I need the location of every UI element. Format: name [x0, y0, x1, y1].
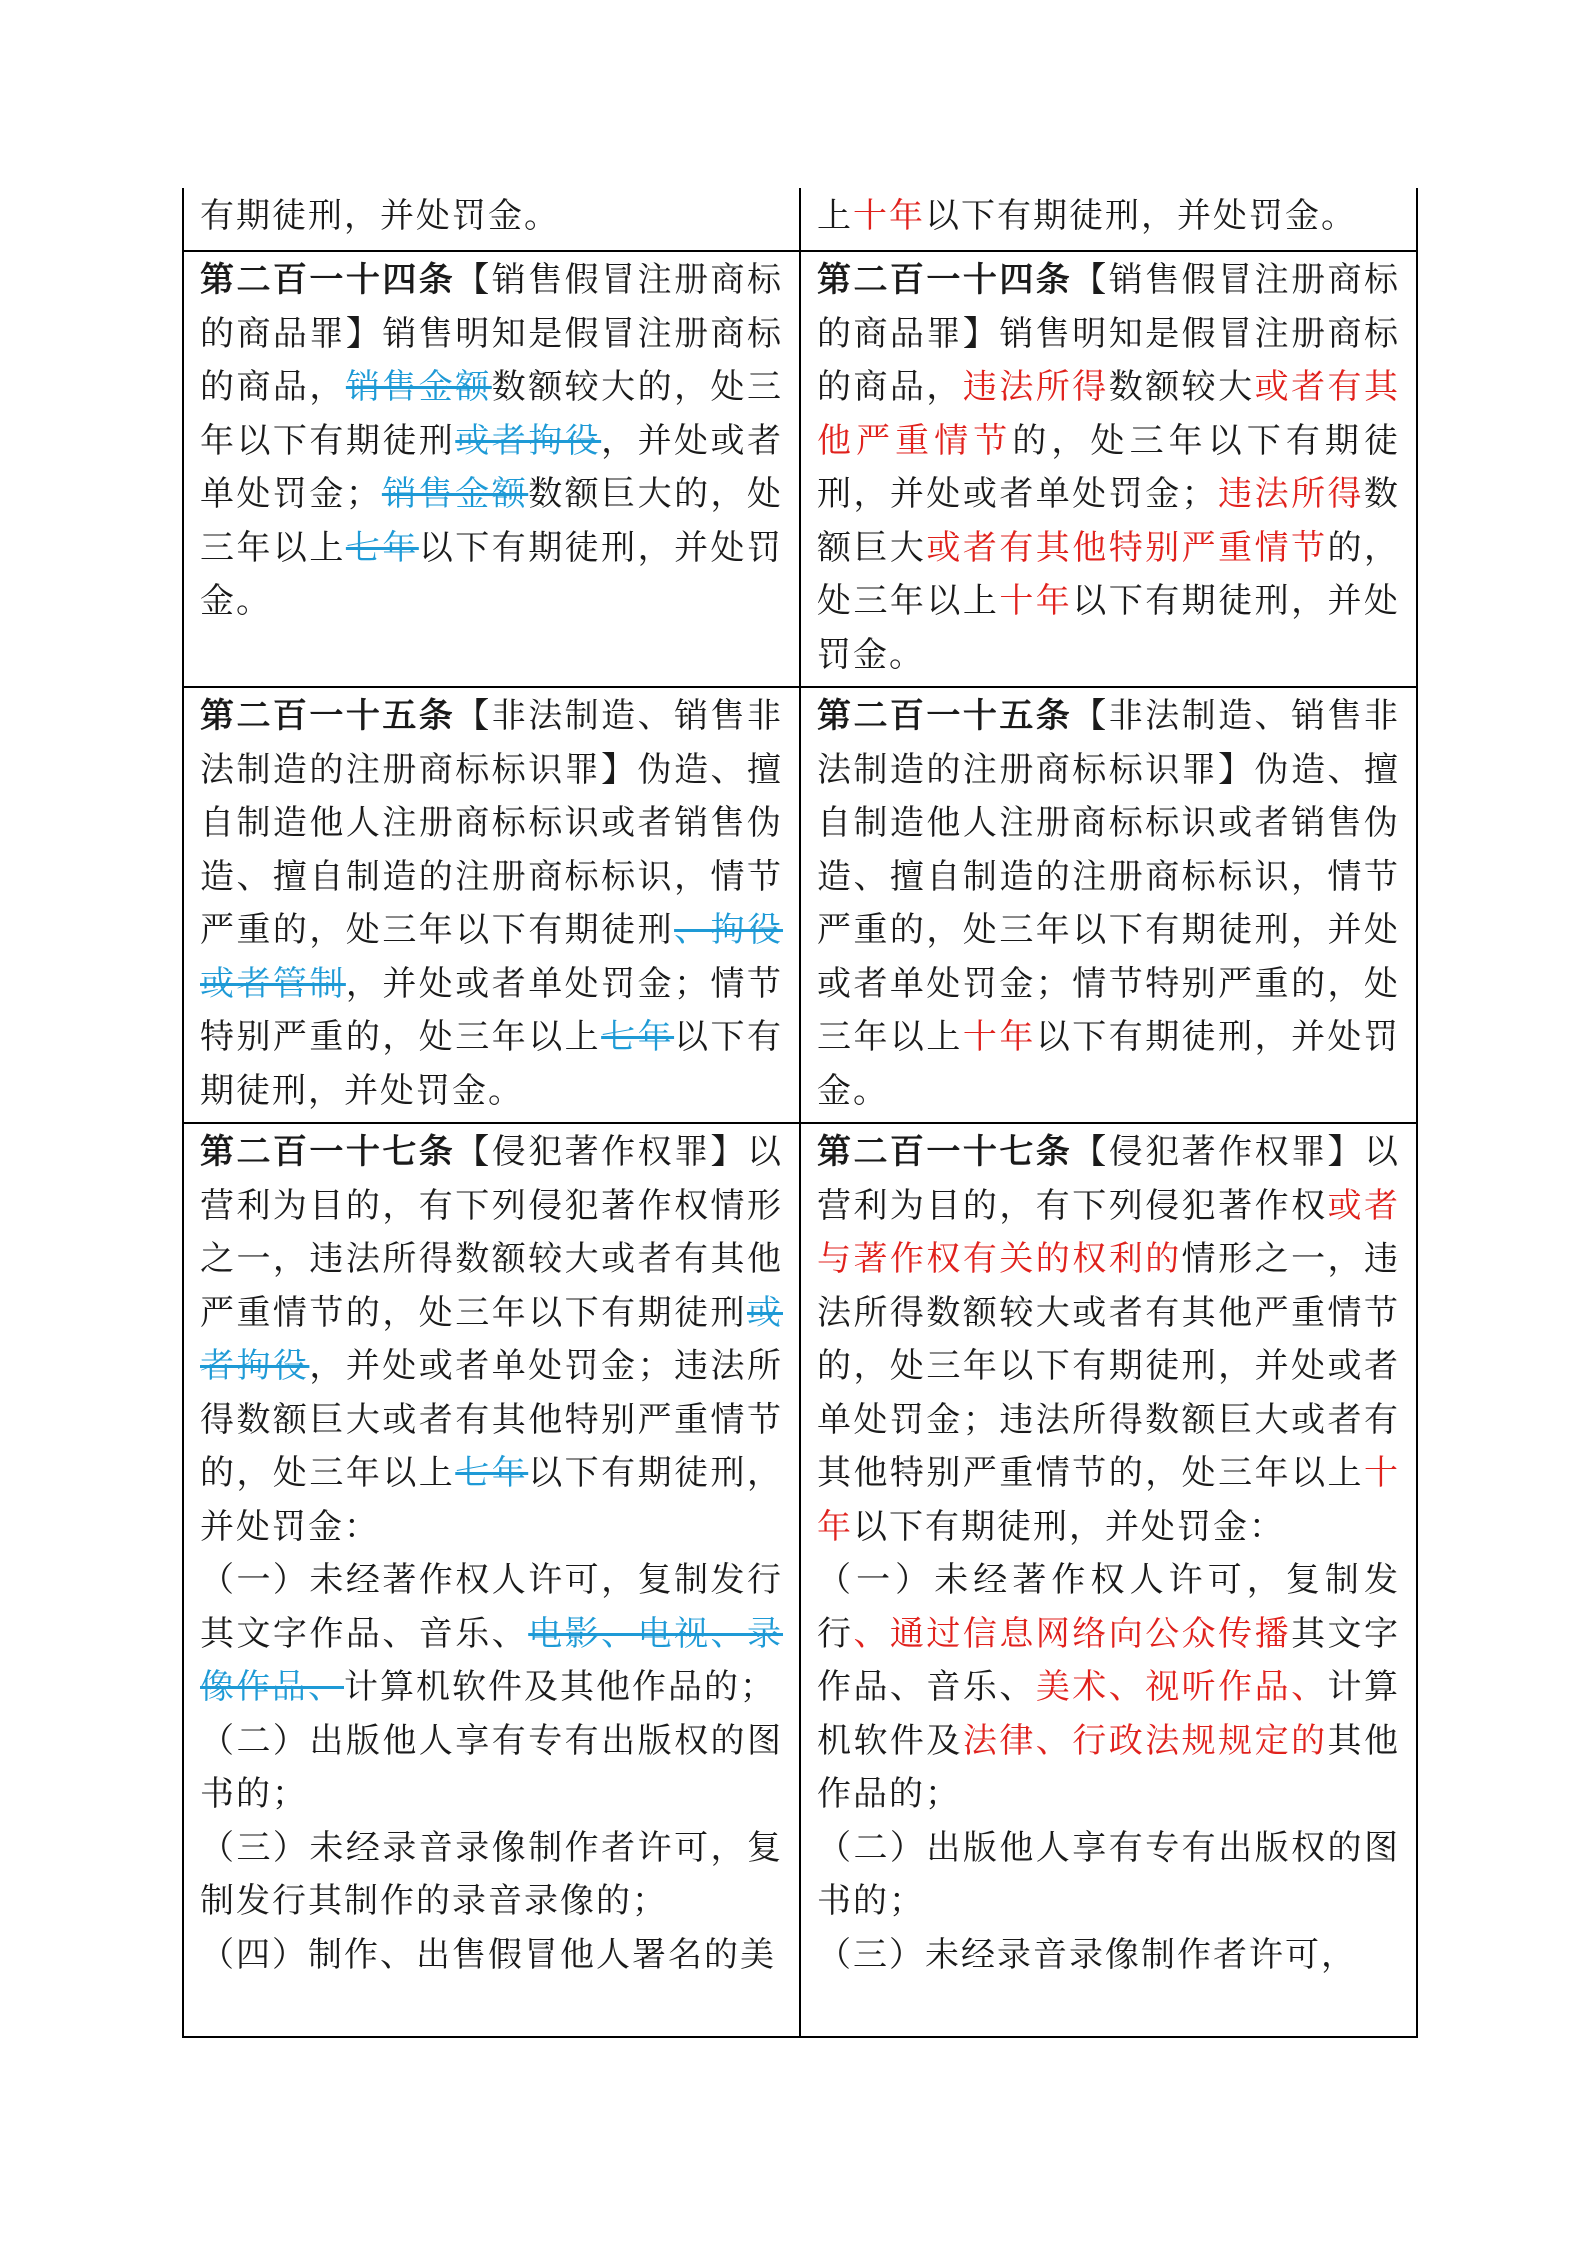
- text-run: 计算机软件及: [817, 1667, 1401, 1761]
- text-run: 【非法制造、销售非法制造的注册商标标识罪】伪造、擅自制造他人注册商标标识或者销售伪造、擅自制造的注册商标标识，情节严重的，处三年以下有期徒刑，并处或者单处罚金；情节特别严重的，处三年以上: [817, 696, 1401, 1057]
- right-cell: [800, 251, 1417, 687]
- text-run: （二）出版他人享有专有出版权的图书的；: [817, 1827, 1400, 1921]
- text-run: 其他作品的；: [817, 1720, 1401, 1814]
- text-run: 上: [817, 196, 853, 236]
- right-cell: [800, 687, 1417, 1123]
- deleted-text: 销售金额: [381, 474, 529, 514]
- inserted-text: 美术、视听作品、: [1035, 1667, 1328, 1707]
- paragraph: [200, 1126, 783, 1554]
- text-run: 数额较大: [1108, 367, 1255, 407]
- right-cell: [800, 1123, 1417, 2037]
- text-run: 数额巨大: [817, 474, 1401, 568]
- text-run: 以下有期徒刑，并处罚金。: [925, 196, 1357, 236]
- inserted-text: 十年: [962, 1017, 1036, 1057]
- deleted-text: 七年: [455, 1453, 529, 1493]
- inserted-text: 或者与著作权有关的权利的: [817, 1185, 1401, 1279]
- text-run: ，并处或者单处罚金；情节特别严重的，处三年以上: [200, 963, 784, 1057]
- table-row: [183, 188, 1417, 251]
- text-run: 数额较大的，处三年以下有期徒刑: [200, 367, 784, 461]
- inserted-text: 十年: [817, 1453, 1400, 1547]
- text-run: 以下有期徒刑，并处罚金。: [817, 1017, 1401, 1111]
- text-run: 以下有期徒刑，并处罚金：: [853, 1506, 1285, 1547]
- inserted-text: 违法所得: [962, 367, 1109, 407]
- text-run: 【非法制造、销售非法制造的注册商标标识罪】伪造、擅自制造他人注册商标标识或者销售伪造、擅自制造的注册商标标识，情节严重的，处三年以下有期徒刑: [200, 696, 784, 950]
- text-run: 计算机软件及其他作品的；: [344, 1667, 776, 1707]
- paragraph: [200, 254, 783, 629]
- article-number: 第二百一十五条: [200, 696, 456, 736]
- paragraph: [817, 690, 1400, 1118]
- deleted-text: 销售金额: [345, 367, 492, 407]
- text-run: （一）未经著作权人许可，复制发行其文字作品、音乐、: [200, 1560, 783, 1654]
- paragraph: [200, 1715, 783, 1822]
- text-run: 以下有期徒刑，并处罚金。: [200, 1017, 784, 1111]
- inserted-text: 或者有其他严重情节: [817, 367, 1401, 461]
- article-number: 第二百一十七条: [200, 1132, 456, 1172]
- paragraph: [817, 1554, 1400, 1822]
- left-cell: [183, 1123, 800, 2037]
- left-cell: [183, 251, 800, 687]
- text-run: 【侵犯著作权罪】以营利为目的，有下列侵犯著作权: [817, 1132, 1401, 1226]
- paragraph: [817, 254, 1400, 682]
- deleted-text: 或者拘役: [455, 420, 602, 461]
- paragraph: [817, 190, 1400, 244]
- text-run: 以下有期徒刑，并处罚金。: [200, 527, 784, 621]
- text-run: （二）出版他人享有专有出版权的图书的；: [200, 1720, 783, 1814]
- text-run: 情形之一，违法所得数额较大或者有其他严重情节的，处三年以下有期徒刑，并处或者单处罚金；违法所得数额巨大或者有其他特别严重情节的，处三年以上: [817, 1239, 1401, 1493]
- article-number: 第二百一十七条: [817, 1132, 1073, 1172]
- text-run: 的，处三年以上: [817, 527, 1401, 621]
- paragraph: [200, 690, 783, 1118]
- table-row: [183, 251, 1417, 687]
- paragraph: [200, 190, 783, 244]
- table-row: [183, 1123, 1417, 2037]
- inserted-text: 十年: [853, 196, 925, 236]
- paragraph: [200, 1822, 783, 1929]
- text-run: 以下有期徒刑，并处罚金：: [200, 1453, 784, 1547]
- deleted-text: 或者拘役: [200, 1292, 783, 1386]
- inserted-text: 、通过信息网络向公众传播: [853, 1613, 1292, 1654]
- paragraph: [200, 1929, 783, 1983]
- text-run: 【销售假冒注册商标的商品罪】销售明知是假冒注册商标的商品，: [200, 260, 784, 407]
- paragraph: [817, 1126, 1400, 1554]
- paragraph: [200, 1554, 783, 1715]
- text-run: （一）未经著作权人许可，复制发行: [817, 1560, 1400, 1654]
- text-run: ，并处或者单处罚金；: [200, 420, 784, 514]
- paragraph: [817, 1929, 1400, 1983]
- text-run: ，并处或者单处罚金；违法所得数额巨大或者有其他特别严重情节的，处三年以上: [200, 1346, 784, 1493]
- deleted-text: 电影、电视、录像作品、: [200, 1613, 784, 1707]
- deleted-text: 、拘役或者管制: [200, 910, 784, 1004]
- left-cell: [183, 188, 800, 251]
- table-row: [183, 687, 1417, 1123]
- deleted-text: 七年: [345, 527, 419, 568]
- inserted-text: 违法所得: [1217, 474, 1365, 514]
- text-run: （四）制作、出售假冒他人署名的美: [200, 1934, 776, 1975]
- left-cell: [183, 687, 800, 1123]
- article-number: 第二百一十五条: [817, 696, 1073, 736]
- article-number: 第二百一十四条: [200, 260, 456, 300]
- inserted-text: 法律、行政法规规定的: [962, 1720, 1328, 1761]
- text-run: （三）未经录音录像制作者许可，: [817, 1934, 1357, 1975]
- paragraph: [817, 1822, 1400, 1929]
- text-run: 【销售假冒注册商标的商品罪】销售明知是假冒注册商标的商品，: [817, 260, 1401, 407]
- right-cell: [800, 188, 1417, 251]
- text-run: 其文字作品、音乐、: [817, 1613, 1401, 1707]
- text-run: 的，处三年以下有期徒刑，并处或者单处罚金；: [817, 420, 1401, 514]
- text-run: 以下有期徒刑，并处罚金。: [817, 581, 1401, 675]
- text-run: 有期徒刑，并处罚金。: [200, 196, 560, 236]
- text-run: 数额巨大的，处三年以上: [200, 474, 784, 568]
- deleted-text: 七年: [601, 1017, 675, 1057]
- comparison-table: [182, 188, 1418, 2038]
- inserted-text: 或者有其他特别严重情节: [926, 527, 1328, 568]
- inserted-text: 十年: [999, 581, 1073, 621]
- text-run: （三）未经录音录像制作者许可，复制发行其制作的录音录像的；: [200, 1827, 783, 1921]
- text-run: 【侵犯著作权罪】以营利为目的，有下列侵犯著作权情形之一，违法所得数额较大或者有其他严重情节的，处三年以下有期徒刑: [200, 1132, 784, 1333]
- article-number: 第二百一十四条: [817, 260, 1073, 300]
